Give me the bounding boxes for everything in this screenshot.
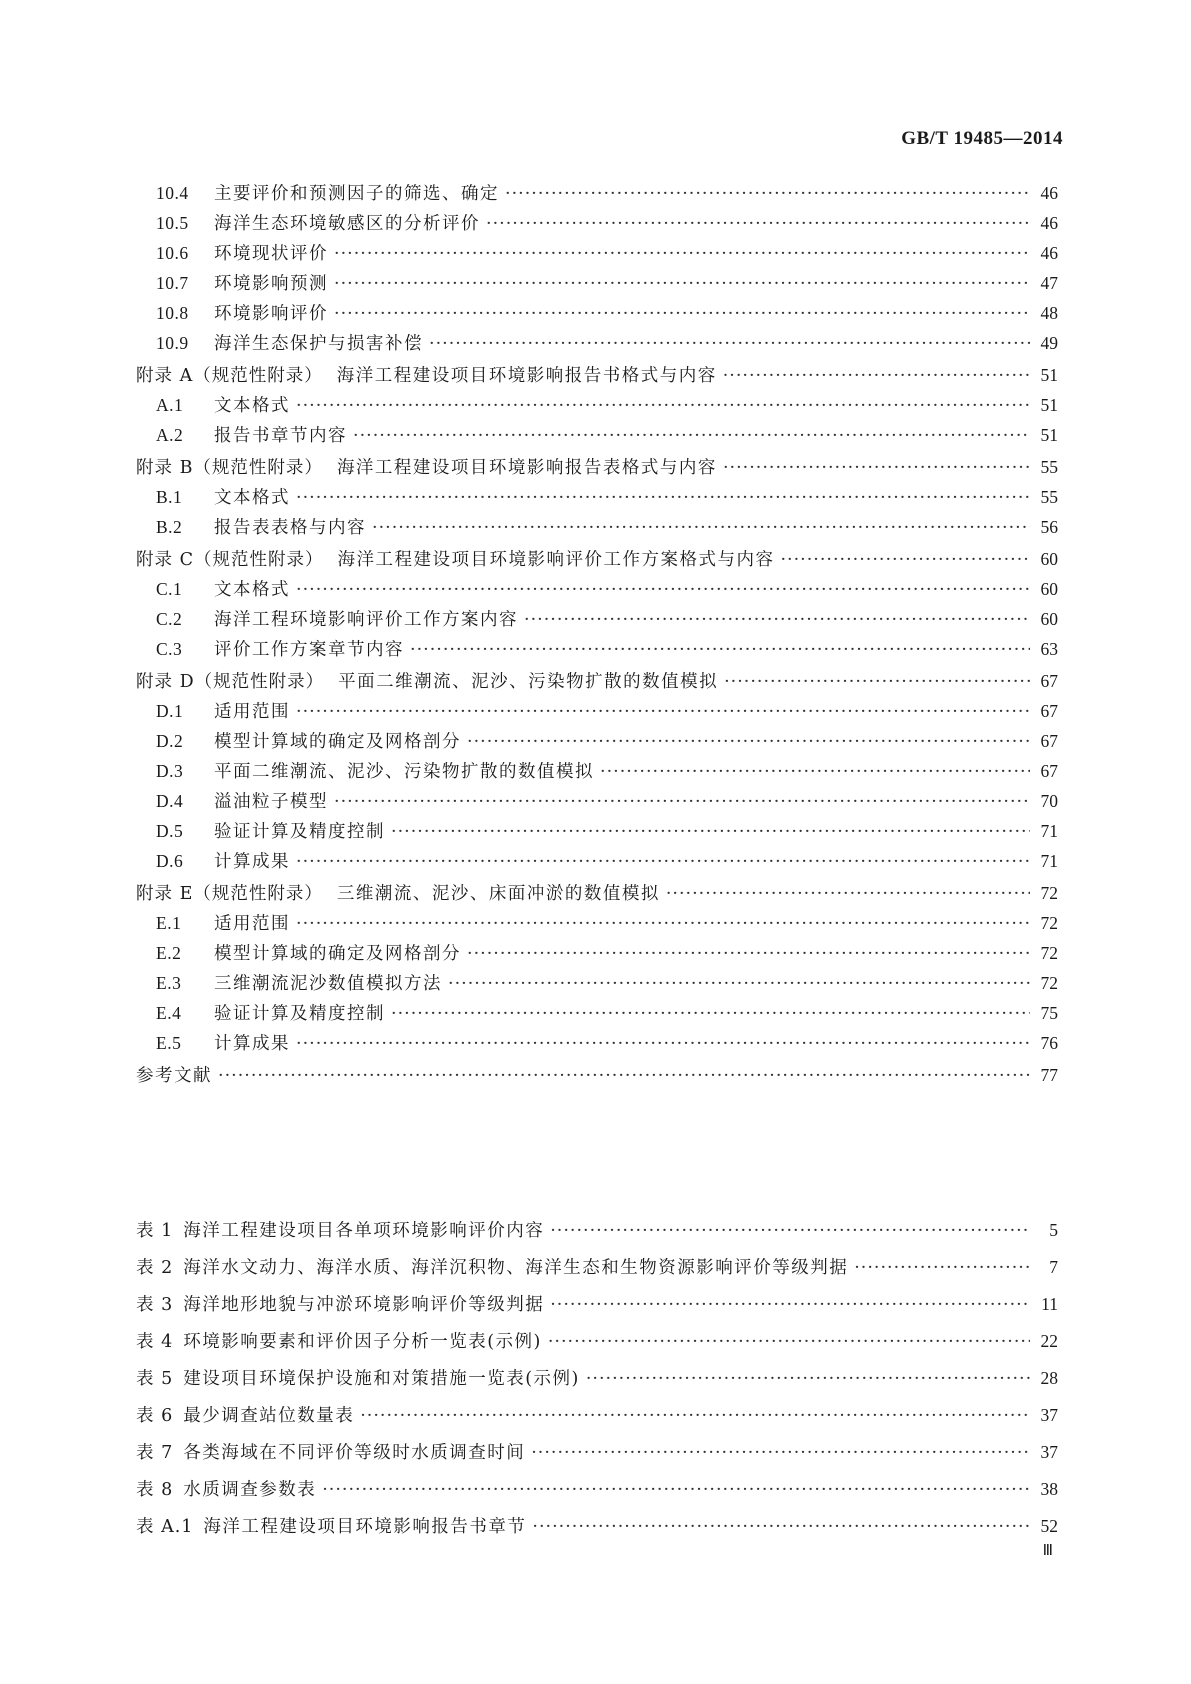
dot-leader	[296, 913, 1030, 935]
toc-entry[interactable]	[136, 608, 1058, 630]
entry-page: 22	[1040, 1331, 1058, 1351]
entry-number: 10.6	[156, 243, 189, 263]
toc-entry[interactable]	[136, 1002, 1058, 1024]
entry-page: 51	[1040, 395, 1058, 415]
toc-entry[interactable]	[136, 182, 1058, 204]
entry-number: E.2	[156, 943, 182, 963]
entry-page: 46	[1040, 243, 1058, 263]
entry-number: 10.4	[156, 183, 189, 203]
dot-leader	[666, 883, 1030, 905]
toc-entry[interactable]	[136, 1032, 1058, 1054]
entry-title: 报告书章节内容	[214, 426, 347, 446]
entry-number: 附录 A（规范性附录）	[136, 366, 323, 386]
entry-page: 67	[1040, 761, 1058, 781]
toc-entry[interactable]	[136, 942, 1058, 964]
entry-title: 水质调查参数表	[183, 1480, 317, 1500]
toc-entry[interactable]	[136, 302, 1058, 324]
entry-page: 5	[1049, 1220, 1058, 1240]
entry-page: 56	[1040, 517, 1058, 537]
dot-leader	[723, 457, 1030, 479]
dot-leader	[531, 1435, 1030, 1472]
toc-entry[interactable]	[136, 456, 1058, 478]
entry-title: 参考文献	[136, 1066, 212, 1086]
entry-title: 三维潮流泥沙数值模拟方法	[214, 974, 442, 994]
entry-page: 72	[1040, 943, 1058, 963]
entry-title: 报告表表格与内容	[214, 518, 366, 538]
entry-page: 37	[1040, 1405, 1058, 1425]
toc-entry[interactable]	[136, 394, 1058, 416]
entry-title: 海洋工程建设项目各单项环境影响评价内容	[183, 1221, 545, 1241]
toc-entry[interactable]	[136, 272, 1058, 294]
entry-number: A.2	[156, 425, 184, 445]
dot-leader	[723, 365, 1030, 387]
entry-number: 附录 B（规范性附录）	[136, 458, 323, 478]
entry-page: 11	[1041, 1294, 1058, 1314]
entry-page: 37	[1040, 1442, 1058, 1462]
entry-title: 平面二维潮流、泥沙、污染物扩散的数值模拟	[338, 672, 719, 692]
entry-number: 表 6	[136, 1406, 174, 1426]
dot-leader	[296, 1033, 1030, 1055]
toc-entry[interactable]	[136, 212, 1058, 234]
dot-leader	[548, 1324, 1030, 1361]
dot-leader	[505, 183, 1030, 205]
entry-number: 10.9	[156, 333, 189, 353]
dot-leader	[218, 1065, 1030, 1087]
page-number: Ⅲ	[1042, 1543, 1053, 1559]
entry-page: 55	[1040, 487, 1058, 507]
dot-leader	[467, 943, 1030, 965]
entry-number: D.6	[156, 851, 184, 871]
table-list-entry[interactable]	[136, 1249, 1058, 1286]
entry-page: 7	[1049, 1257, 1058, 1277]
entry-page: 60	[1040, 579, 1058, 599]
entry-number: B.1	[156, 487, 183, 507]
entry-number: 附录 D（规范性附录）	[136, 672, 325, 692]
entry-title: 海洋生态保护与损害补偿	[214, 334, 423, 354]
toc-sections	[136, 182, 1058, 1086]
entry-title: 评价工作方案章节内容	[214, 640, 404, 660]
entry-title: 主要评价和预测因子的筛选、确定	[214, 184, 499, 204]
dot-leader	[334, 791, 1030, 813]
toc-entry[interactable]	[136, 850, 1058, 872]
toc-tables	[136, 1212, 1058, 1545]
entry-title: 环境影响评价	[214, 304, 328, 324]
entry-number: C.1	[156, 579, 183, 599]
entry-number: 表 4	[136, 1332, 174, 1352]
entry-title: 验证计算及精度控制	[214, 822, 385, 842]
entry-number: 表 7	[136, 1443, 174, 1463]
entry-page: 60	[1040, 609, 1058, 629]
toc-entry[interactable]	[136, 670, 1058, 692]
entry-title: 文本格式	[214, 580, 290, 600]
toc-entry[interactable]	[136, 578, 1058, 600]
entry-page: 72	[1040, 883, 1058, 903]
entry-page: 51	[1040, 365, 1058, 385]
entry-number: 表 8	[136, 1480, 174, 1500]
entry-title: 计算成果	[214, 1034, 290, 1054]
entry-number: 10.7	[156, 273, 189, 293]
entry-page: 46	[1040, 183, 1058, 203]
dot-leader	[854, 1250, 1030, 1287]
entry-title: 文本格式	[214, 396, 290, 416]
entry-page: 48	[1040, 303, 1058, 323]
entry-title: 三维潮流、泥沙、床面冲淤的数值模拟	[336, 884, 660, 904]
entry-title: 计算成果	[214, 852, 290, 872]
entry-title: 验证计算及精度控制	[214, 1004, 385, 1024]
entry-title: 海洋工程建设项目环境影响报告书章节	[203, 1517, 527, 1537]
dot-leader	[410, 639, 1030, 661]
dot-leader	[724, 671, 1030, 693]
entry-title: 环境现状评价	[214, 244, 328, 264]
entry-number: 表 3	[136, 1295, 174, 1315]
standard-code: GB/T 19485—2014	[901, 128, 1063, 149]
entry-number: 附录 C（规范性附录）	[136, 550, 324, 570]
entry-page: 63	[1040, 639, 1058, 659]
dot-leader	[448, 973, 1030, 995]
dot-leader	[322, 1472, 1030, 1509]
entry-number: E.4	[156, 1003, 182, 1023]
toc-entry[interactable]	[136, 700, 1058, 722]
entry-number: A.1	[156, 395, 184, 415]
entry-title: 建设项目环境保护设施和对策措施一览表(示例)	[183, 1369, 580, 1389]
table-list-entry[interactable]	[136, 1508, 1058, 1545]
table-list-entry[interactable]	[136, 1286, 1058, 1323]
toc-entry[interactable]	[136, 332, 1058, 354]
toc-entry[interactable]	[136, 548, 1058, 570]
entry-number: 表 5	[136, 1369, 174, 1389]
entry-page: 67	[1040, 701, 1058, 721]
entry-number: 10.5	[156, 213, 189, 233]
table-list-entry[interactable]	[136, 1397, 1058, 1434]
entry-page: 71	[1040, 821, 1058, 841]
toc-entry[interactable]	[136, 972, 1058, 994]
dot-leader	[334, 303, 1030, 325]
entry-number: D.4	[156, 791, 184, 811]
entry-title: 最少调查站位数量表	[183, 1406, 355, 1426]
entry-title: 海洋工程环境影响评价工作方案内容	[214, 610, 518, 630]
dot-leader	[486, 213, 1030, 235]
entry-number: D.3	[156, 761, 184, 781]
entry-title: 各类海域在不同评价等级时水质调查时间	[183, 1443, 526, 1463]
entry-title: 文本格式	[214, 488, 290, 508]
dot-leader	[296, 579, 1030, 601]
entry-number: 表 A.1	[136, 1517, 194, 1537]
entry-page: 47	[1040, 273, 1058, 293]
dot-leader	[296, 487, 1030, 509]
entry-page: 28	[1040, 1368, 1058, 1388]
toc-entry[interactable]	[136, 820, 1058, 842]
entry-number: E.5	[156, 1033, 182, 1053]
toc-entry[interactable]	[136, 912, 1058, 934]
toc-entry[interactable]	[136, 1064, 1058, 1086]
table-list-entry[interactable]	[136, 1360, 1058, 1397]
dot-leader	[334, 273, 1030, 295]
entry-title: 模型计算域的确定及网格剖分	[214, 944, 461, 964]
entry-page: 67	[1040, 731, 1058, 751]
dot-leader	[429, 333, 1030, 355]
dot-leader	[372, 517, 1030, 539]
entry-title: 海洋水文动力、海洋水质、海洋沉积物、海洋生态和生物资源影响评价等级判据	[183, 1258, 849, 1278]
entry-number: B.2	[156, 517, 183, 537]
dot-leader	[780, 549, 1030, 571]
entry-page: 51	[1040, 425, 1058, 445]
entry-title: 模型计算域的确定及网格剖分	[214, 732, 461, 752]
toc-entry[interactable]	[136, 364, 1058, 386]
entry-title: 环境影响预测	[214, 274, 328, 294]
toc-entry[interactable]	[136, 790, 1058, 812]
entry-number: 附录 E（规范性附录）	[136, 884, 323, 904]
entry-number: E.1	[156, 913, 182, 933]
toc-entry[interactable]	[136, 424, 1058, 446]
entry-page: 46	[1040, 213, 1058, 233]
dot-leader	[296, 701, 1030, 723]
entry-title: 溢油粒子模型	[214, 792, 328, 812]
dot-leader	[353, 425, 1030, 447]
entry-number: E.3	[156, 973, 182, 993]
entry-number: C.3	[156, 639, 183, 659]
entry-number: 表 1	[136, 1221, 174, 1241]
dot-leader	[360, 1398, 1030, 1435]
toc-entry[interactable]	[136, 882, 1058, 904]
entry-title: 海洋工程建设项目环境影响评价工作方案格式与内容	[337, 550, 775, 570]
dot-leader	[334, 243, 1030, 265]
dot-leader	[532, 1509, 1030, 1546]
entry-page: 75	[1040, 1003, 1058, 1023]
entry-page: 55	[1040, 457, 1058, 477]
entry-page: 76	[1040, 1033, 1058, 1053]
entry-number: D.2	[156, 731, 184, 751]
table-list-entry[interactable]	[136, 1434, 1058, 1471]
entry-page: 67	[1040, 671, 1058, 691]
entry-page: 72	[1040, 913, 1058, 933]
toc-entry[interactable]	[136, 242, 1058, 264]
table-list-entry[interactable]	[136, 1323, 1058, 1360]
entry-title: 海洋生态环境敏感区的分析评价	[214, 214, 480, 234]
entry-number: 表 2	[136, 1258, 174, 1278]
dot-leader	[586, 1361, 1030, 1398]
entry-page: 60	[1040, 549, 1058, 569]
entry-page: 49	[1040, 333, 1058, 353]
entry-number: C.2	[156, 609, 183, 629]
entry-page: 38	[1040, 1479, 1058, 1499]
entry-title: 平面二维潮流、泥沙、污染物扩散的数值模拟	[214, 762, 594, 782]
entry-title: 环境影响要素和评价因子分析一览表(示例)	[183, 1332, 542, 1352]
toc-entry[interactable]	[136, 638, 1058, 660]
toc-entry[interactable]	[136, 486, 1058, 508]
dot-leader	[524, 609, 1030, 631]
entry-page: 72	[1040, 973, 1058, 993]
entry-number: D.1	[156, 701, 184, 721]
entry-page: 52	[1040, 1516, 1058, 1536]
entry-title: 海洋工程建设项目环境影响报告表格式与内容	[336, 458, 717, 478]
dot-leader	[391, 821, 1030, 843]
table-list-entry[interactable]	[136, 1471, 1058, 1508]
toc-entry[interactable]	[136, 730, 1058, 752]
dot-leader	[550, 1287, 1030, 1324]
entry-page: 71	[1040, 851, 1058, 871]
entry-title: 适用范围	[214, 702, 290, 722]
dot-leader	[296, 851, 1030, 873]
entry-number: D.5	[156, 821, 184, 841]
entry-page: 70	[1040, 791, 1058, 811]
entry-title: 海洋工程建设项目环境影响报告书格式与内容	[336, 366, 717, 386]
entry-page: 77	[1040, 1065, 1058, 1085]
dot-leader	[296, 395, 1030, 417]
entry-title: 适用范围	[214, 914, 290, 934]
dot-leader	[467, 731, 1030, 753]
entry-number: 10.8	[156, 303, 189, 323]
toc-entry[interactable]	[136, 760, 1058, 782]
entry-title: 海洋地形地貌与冲淤环境影响评价等级判据	[183, 1295, 545, 1315]
dot-leader	[550, 1213, 1030, 1250]
dot-leader	[600, 761, 1030, 783]
dot-leader	[391, 1003, 1030, 1025]
toc-entry[interactable]	[136, 516, 1058, 538]
table-list-entry[interactable]	[136, 1212, 1058, 1249]
